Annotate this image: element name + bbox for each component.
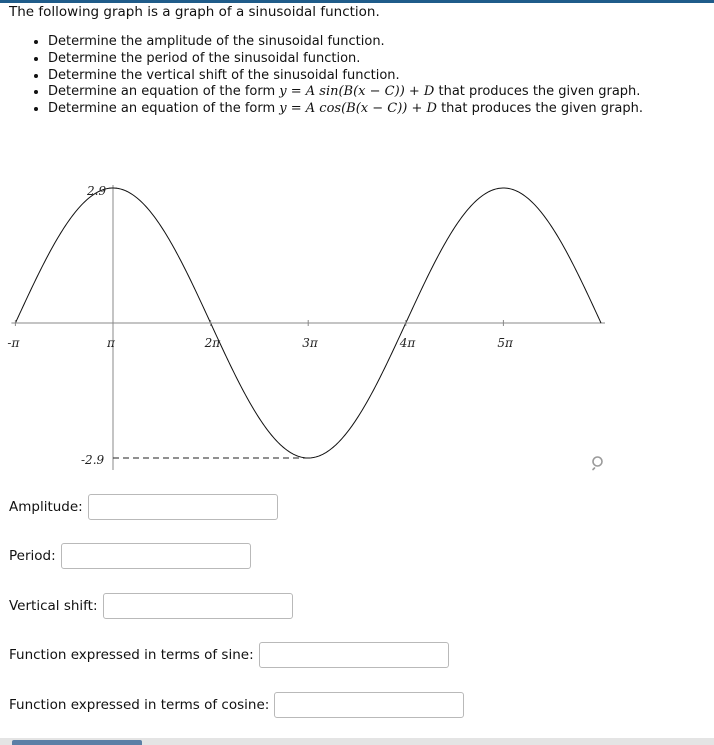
x-tick-label: -π	[7, 336, 20, 350]
cosine-equation-form: y = A cos(B(x − C)) + D	[279, 101, 437, 117]
cosine-function-row	[9, 692, 464, 718]
question-intro: The following graph is a graph of a sinusoidal function.	[9, 4, 380, 20]
task-text: Determine an equation of the form	[48, 84, 280, 100]
sine-function-label: Function expressed in terms of sine:	[9, 647, 254, 663]
x-tick-label: π	[107, 336, 115, 350]
search-icon[interactable]	[591, 455, 607, 471]
amplitude-row	[9, 494, 278, 520]
sine-equation-form: y = A sin(B(x − C)) + D	[279, 84, 435, 100]
bottom-scrollbar-thumb[interactable]	[12, 740, 142, 745]
amplitude-label: Amplitude:	[9, 499, 83, 515]
y-tick-label-max: 2.9	[87, 184, 107, 198]
task-text: Determine an equation of the form	[48, 101, 280, 117]
period-row	[9, 543, 251, 569]
period-label: Period:	[9, 548, 56, 564]
sinusoid-graph	[0, 180, 714, 480]
cosine-function-label: Function expressed in terms of cosine:	[9, 697, 270, 713]
vertical-shift-row	[9, 593, 293, 619]
task-list	[30, 34, 643, 118]
amplitude-input[interactable]	[88, 494, 278, 520]
task-item-amplitude: • Determine the amplitude of the sinusoidal function.	[48, 34, 643, 51]
task-item-vertical-shift: • Determine the vertical shift of the sinusoidal function.	[48, 68, 643, 85]
task-item-cosine-equation	[48, 101, 643, 118]
x-tick-label: 2π	[204, 336, 221, 350]
task-item-period: • Determine the period of the sinusoidal function.	[48, 51, 643, 68]
task-text: that produces the given graph.	[434, 84, 641, 100]
sine-function-input[interactable]	[259, 642, 449, 668]
sine-function-row	[9, 642, 449, 668]
x-tick-label: 3π	[302, 336, 318, 350]
x-tick-label: 4π	[399, 336, 416, 350]
x-tick-label: 5π	[497, 336, 513, 350]
y-tick-label-min: -2.9	[81, 453, 105, 467]
vertical-shift-label: Vertical shift:	[9, 598, 98, 614]
vertical-shift-input[interactable]	[103, 593, 293, 619]
cosine-function-input[interactable]	[274, 692, 464, 718]
task-text: that produces the given graph.	[436, 101, 643, 117]
task-item-sine-equation	[48, 84, 643, 101]
period-input[interactable]	[61, 543, 251, 569]
top-accent-bar	[0, 0, 714, 3]
